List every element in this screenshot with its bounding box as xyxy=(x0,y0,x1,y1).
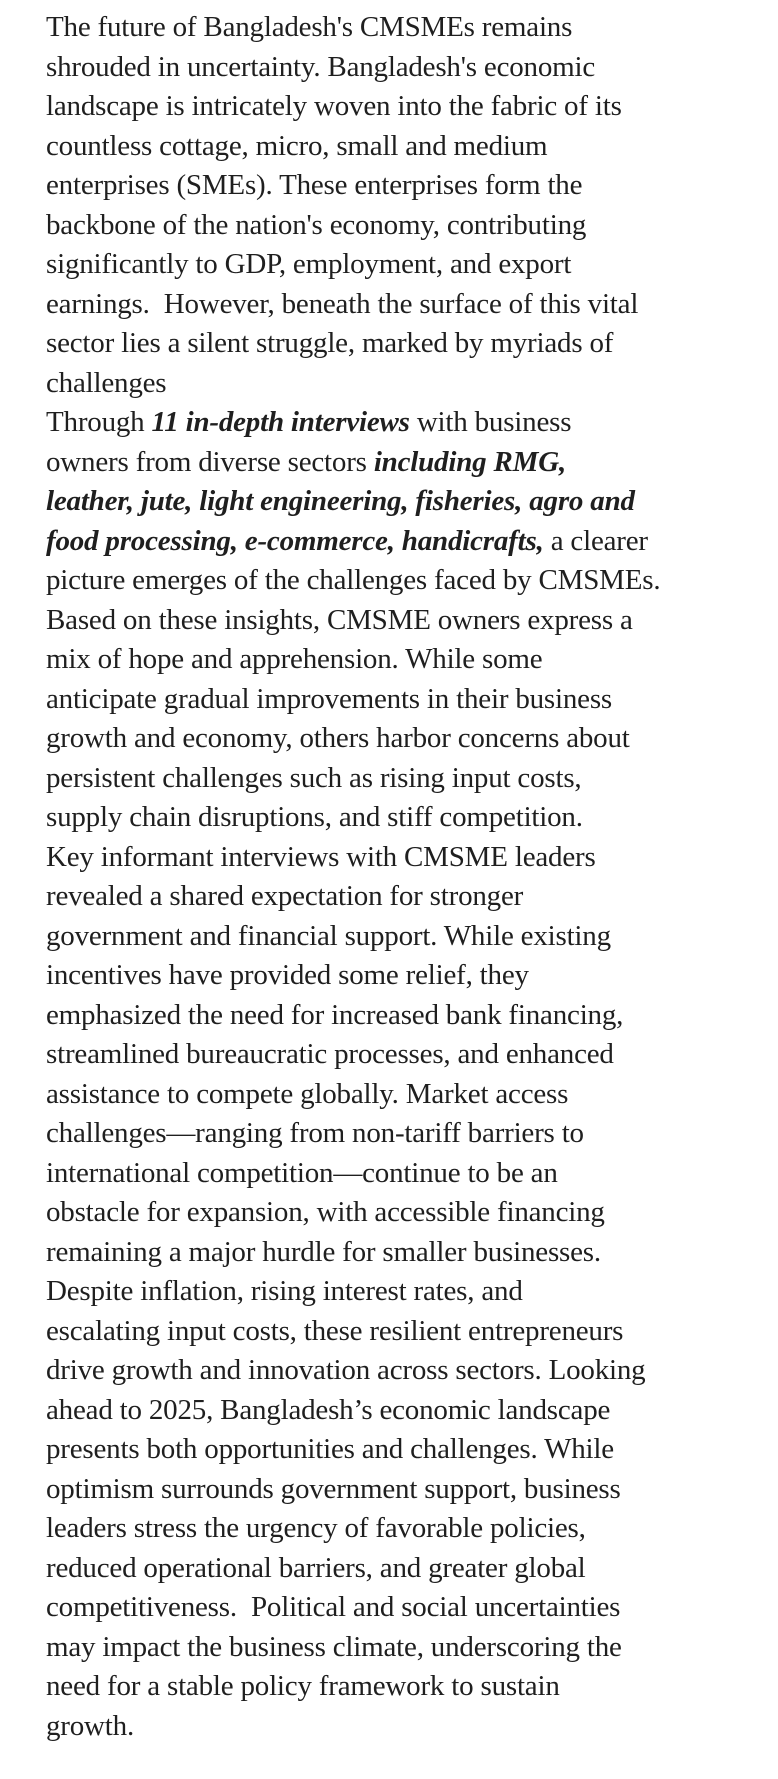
text-segment: optimism surrounds government support, business xyxy=(46,1472,621,1505)
text-line xyxy=(46,640,740,680)
text-line xyxy=(46,482,740,522)
key-informant-paragraph xyxy=(46,838,740,1747)
text-segment: remaining a major hurdle for smaller businesses. xyxy=(46,1235,601,1268)
text-line xyxy=(46,364,740,404)
text-segment: supply chain disruptions, and stiff competition. xyxy=(46,801,583,833)
text-segment: Based on these insights, CMSME owners express a xyxy=(46,603,633,636)
text-line xyxy=(46,245,740,285)
text-line xyxy=(46,324,740,364)
text-line xyxy=(46,443,740,483)
text-line xyxy=(46,719,740,759)
text-line xyxy=(46,127,740,167)
text-segment: assistance to compete globally. Market access xyxy=(46,1077,569,1110)
interviews-paragraph xyxy=(46,403,740,838)
text-line xyxy=(46,403,740,443)
text-line xyxy=(46,166,740,206)
text-segment: may impact the business climate, underscoring the xyxy=(46,1630,622,1663)
text-segment: Key informant interviews with CMSME leaders xyxy=(46,840,596,873)
text-segment: mix of hope and apprehension. While some xyxy=(46,643,543,675)
text-line xyxy=(46,680,740,720)
emphasis-segment: leather, jute, light engineering, fisheries, agro and xyxy=(46,485,635,517)
text-segment: escalating input costs, these resilient entrepreneurs xyxy=(46,1314,624,1347)
text-line xyxy=(46,1154,740,1194)
text-segment: drive growth and innovation across sectors. Looking xyxy=(46,1354,646,1386)
text-segment: growth. xyxy=(46,1709,135,1742)
text-segment: competitiveness. Political and social uncertainties xyxy=(46,1591,621,1623)
text-segment: countless cottage, micro, small and medium xyxy=(46,129,548,162)
text-line xyxy=(46,1707,740,1747)
text-segment: earnings. However, beneath the surface of this vital xyxy=(46,287,639,320)
text-line xyxy=(46,1233,740,1273)
text-line xyxy=(46,956,740,996)
text-line xyxy=(46,1351,740,1391)
text-line xyxy=(46,1430,740,1470)
text-line xyxy=(46,1549,740,1589)
intro-paragraph xyxy=(46,8,740,403)
text-segment: incentives have provided some relief, they xyxy=(46,959,529,991)
text-segment: shrouded in uncertainty. Bangladesh's economic xyxy=(46,50,596,83)
article-body xyxy=(46,8,740,1746)
text-line xyxy=(46,1588,740,1628)
text-line xyxy=(46,1272,740,1312)
text-line xyxy=(46,206,740,246)
text-segment: growth and economy, others harbor concerns about xyxy=(46,722,630,754)
text-segment: with business xyxy=(409,406,572,438)
text-line xyxy=(46,1470,740,1510)
text-segment: The future of Bangladesh's CMSMEs remains xyxy=(46,11,573,43)
text-segment: ahead to 2025, Bangladesh’s economic landscape xyxy=(46,1393,611,1426)
text-line xyxy=(46,561,740,601)
text-segment: obstacle for expansion, with accessible financing xyxy=(46,1196,605,1228)
text-segment: emphasized the need for increased bank financing, xyxy=(46,998,624,1031)
text-line xyxy=(46,917,740,957)
text-segment: presents both opportunities and challenges. While xyxy=(46,1433,614,1465)
text-line xyxy=(46,1075,740,1115)
text-line xyxy=(46,601,740,641)
text-line xyxy=(46,759,740,799)
text-segment: challenges—ranging from non-tariff barriers to xyxy=(46,1117,584,1149)
text-line xyxy=(46,1391,740,1431)
text-segment: a clearer xyxy=(543,524,648,557)
text-segment: landscape is intricately woven into the fabric of its xyxy=(46,90,622,122)
text-line xyxy=(46,1193,740,1233)
text-line xyxy=(46,1114,740,1154)
emphasis-segment: 11 in-depth interviews xyxy=(151,406,410,438)
text-segment: challenges xyxy=(46,366,167,399)
text-line xyxy=(46,996,740,1036)
text-line xyxy=(46,1509,740,1549)
text-line xyxy=(46,522,740,562)
text-line xyxy=(46,285,740,325)
text-segment: picture emerges of the challenges faced by CMSMEs. xyxy=(46,564,661,596)
text-segment: enterprises (SMEs). These enterprises form the xyxy=(46,169,583,201)
text-line xyxy=(46,877,740,917)
emphasis-segment: food processing, e-commerce, handicrafts, xyxy=(46,524,544,557)
text-segment: sector lies a silent struggle, marked by myriads of xyxy=(46,327,614,359)
text-segment: international competition—continue to be an xyxy=(46,1156,558,1189)
text-line xyxy=(46,48,740,88)
text-line xyxy=(46,798,740,838)
text-line xyxy=(46,1628,740,1668)
text-line xyxy=(46,1035,740,1075)
text-segment: Despite inflation, rising interest rates, and xyxy=(46,1275,523,1307)
text-segment: Through xyxy=(46,406,152,438)
text-segment: streamlined bureaucratic processes, and enhanced xyxy=(46,1038,614,1070)
text-segment: anticipate gradual improvements in their business xyxy=(46,682,613,715)
text-segment: need for a stable policy framework to sustain xyxy=(46,1670,560,1702)
text-line xyxy=(46,8,740,48)
emphasis-segment: including RMG, xyxy=(373,445,567,478)
text-segment: significantly to GDP, employment, and export xyxy=(46,248,572,280)
text-line xyxy=(46,1667,740,1707)
text-line xyxy=(46,838,740,878)
text-segment: government and financial support. While existing xyxy=(46,919,611,952)
text-segment: leaders stress the urgency of favorable policies, xyxy=(46,1512,586,1544)
text-segment: backbone of the nation's economy, contributing xyxy=(46,208,587,241)
text-segment: owners from diverse sectors xyxy=(46,445,374,478)
text-line xyxy=(46,1312,740,1352)
text-segment: persistent challenges such as rising input costs, xyxy=(46,761,582,794)
text-segment: reduced operational barriers, and greater global xyxy=(46,1551,586,1584)
text-line xyxy=(46,87,740,127)
text-segment: revealed a shared expectation for stronger xyxy=(46,880,524,912)
